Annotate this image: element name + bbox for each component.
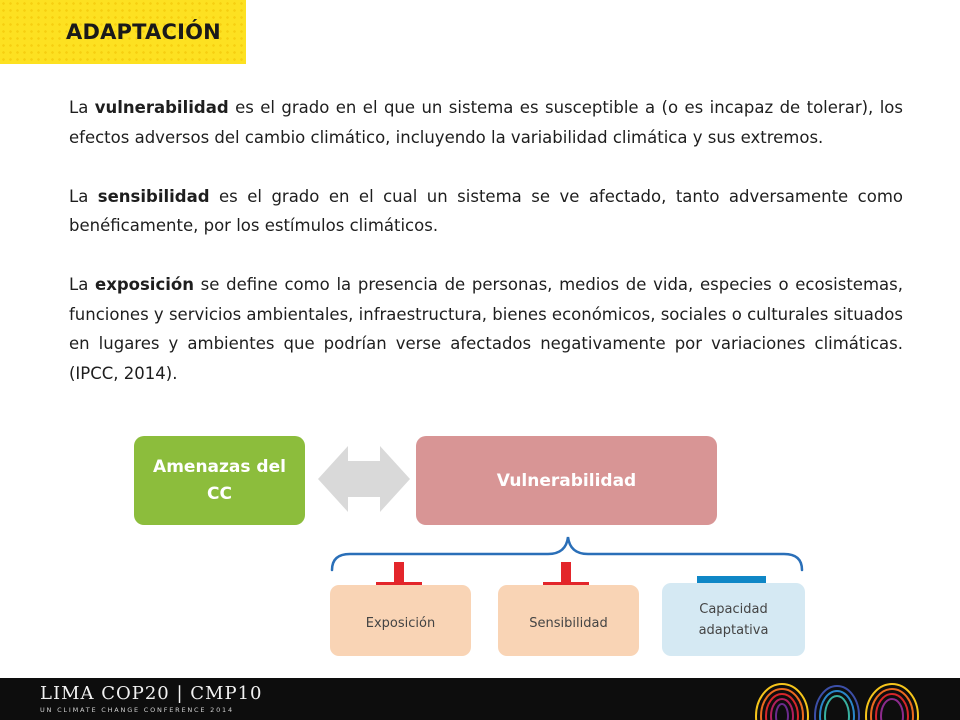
capacity-label-line2: adaptativa — [698, 622, 769, 638]
definition-vulnerability — [69, 93, 903, 152]
double-arrow-icon — [318, 446, 410, 512]
exposure-label: Exposición — [365, 615, 436, 631]
definition-exposure — [69, 270, 903, 388]
exposure-box — [330, 585, 471, 656]
paragraph-body: es el grado en el que un sistema es susceptible a (o es incapaz de tolerar), los efectos adversos del cambio climático, incluyendo la variabilidad climática y sus extremos. — [69, 98, 903, 147]
vulnerability-box — [416, 436, 717, 525]
hazard-label-line2: CC — [207, 483, 232, 504]
term-exposure: exposición — [95, 275, 194, 294]
vulnerability-label: Vulnerabilidad — [496, 470, 637, 491]
hazard-label-line1: Amenazas del — [153, 456, 286, 477]
colorful-rings-logo-icon — [752, 676, 922, 720]
capacity-label-line1: Capacidad — [699, 601, 768, 617]
sensitivity-box — [498, 585, 639, 656]
definitions-text — [69, 93, 903, 418]
term-sensitivity: sensibilidad — [97, 186, 210, 206]
paragraph-lead: La — [69, 275, 95, 294]
definition-sensitivity — [69, 182, 903, 241]
conference-subtitle: UN CLIMATE CHANGE CONFERENCE 2014 — [40, 706, 234, 714]
term-vulnerability: vulnerabilidad — [94, 98, 229, 117]
paragraph-body: es el grado en el cual un sistema se ve afectado, tanto adversamente como benéficamente, por los estímulos climáticos. — [69, 186, 903, 235]
page-title: ADAPTACIÓN — [66, 20, 221, 44]
paragraph-lead: La — [69, 98, 95, 117]
cop20-logo: LIMA COP20 | CMP10 — [40, 683, 263, 704]
hazard-box — [134, 436, 305, 525]
paragraph-body: se define como la presencia de personas, medios de vida, especies o ecosistemas, funciones y servicios ambientales, infraestructura, bienes económicos, sociales o culturales situados en lugares y ambientes que podrían verse afectados negativamente por variaciones climáticas. (IPCC, 2014). — [69, 275, 903, 383]
adaptive-capacity-box — [662, 583, 805, 656]
sensitivity-label: Sensibilidad — [529, 615, 608, 631]
paragraph-lead: La — [69, 186, 98, 206]
